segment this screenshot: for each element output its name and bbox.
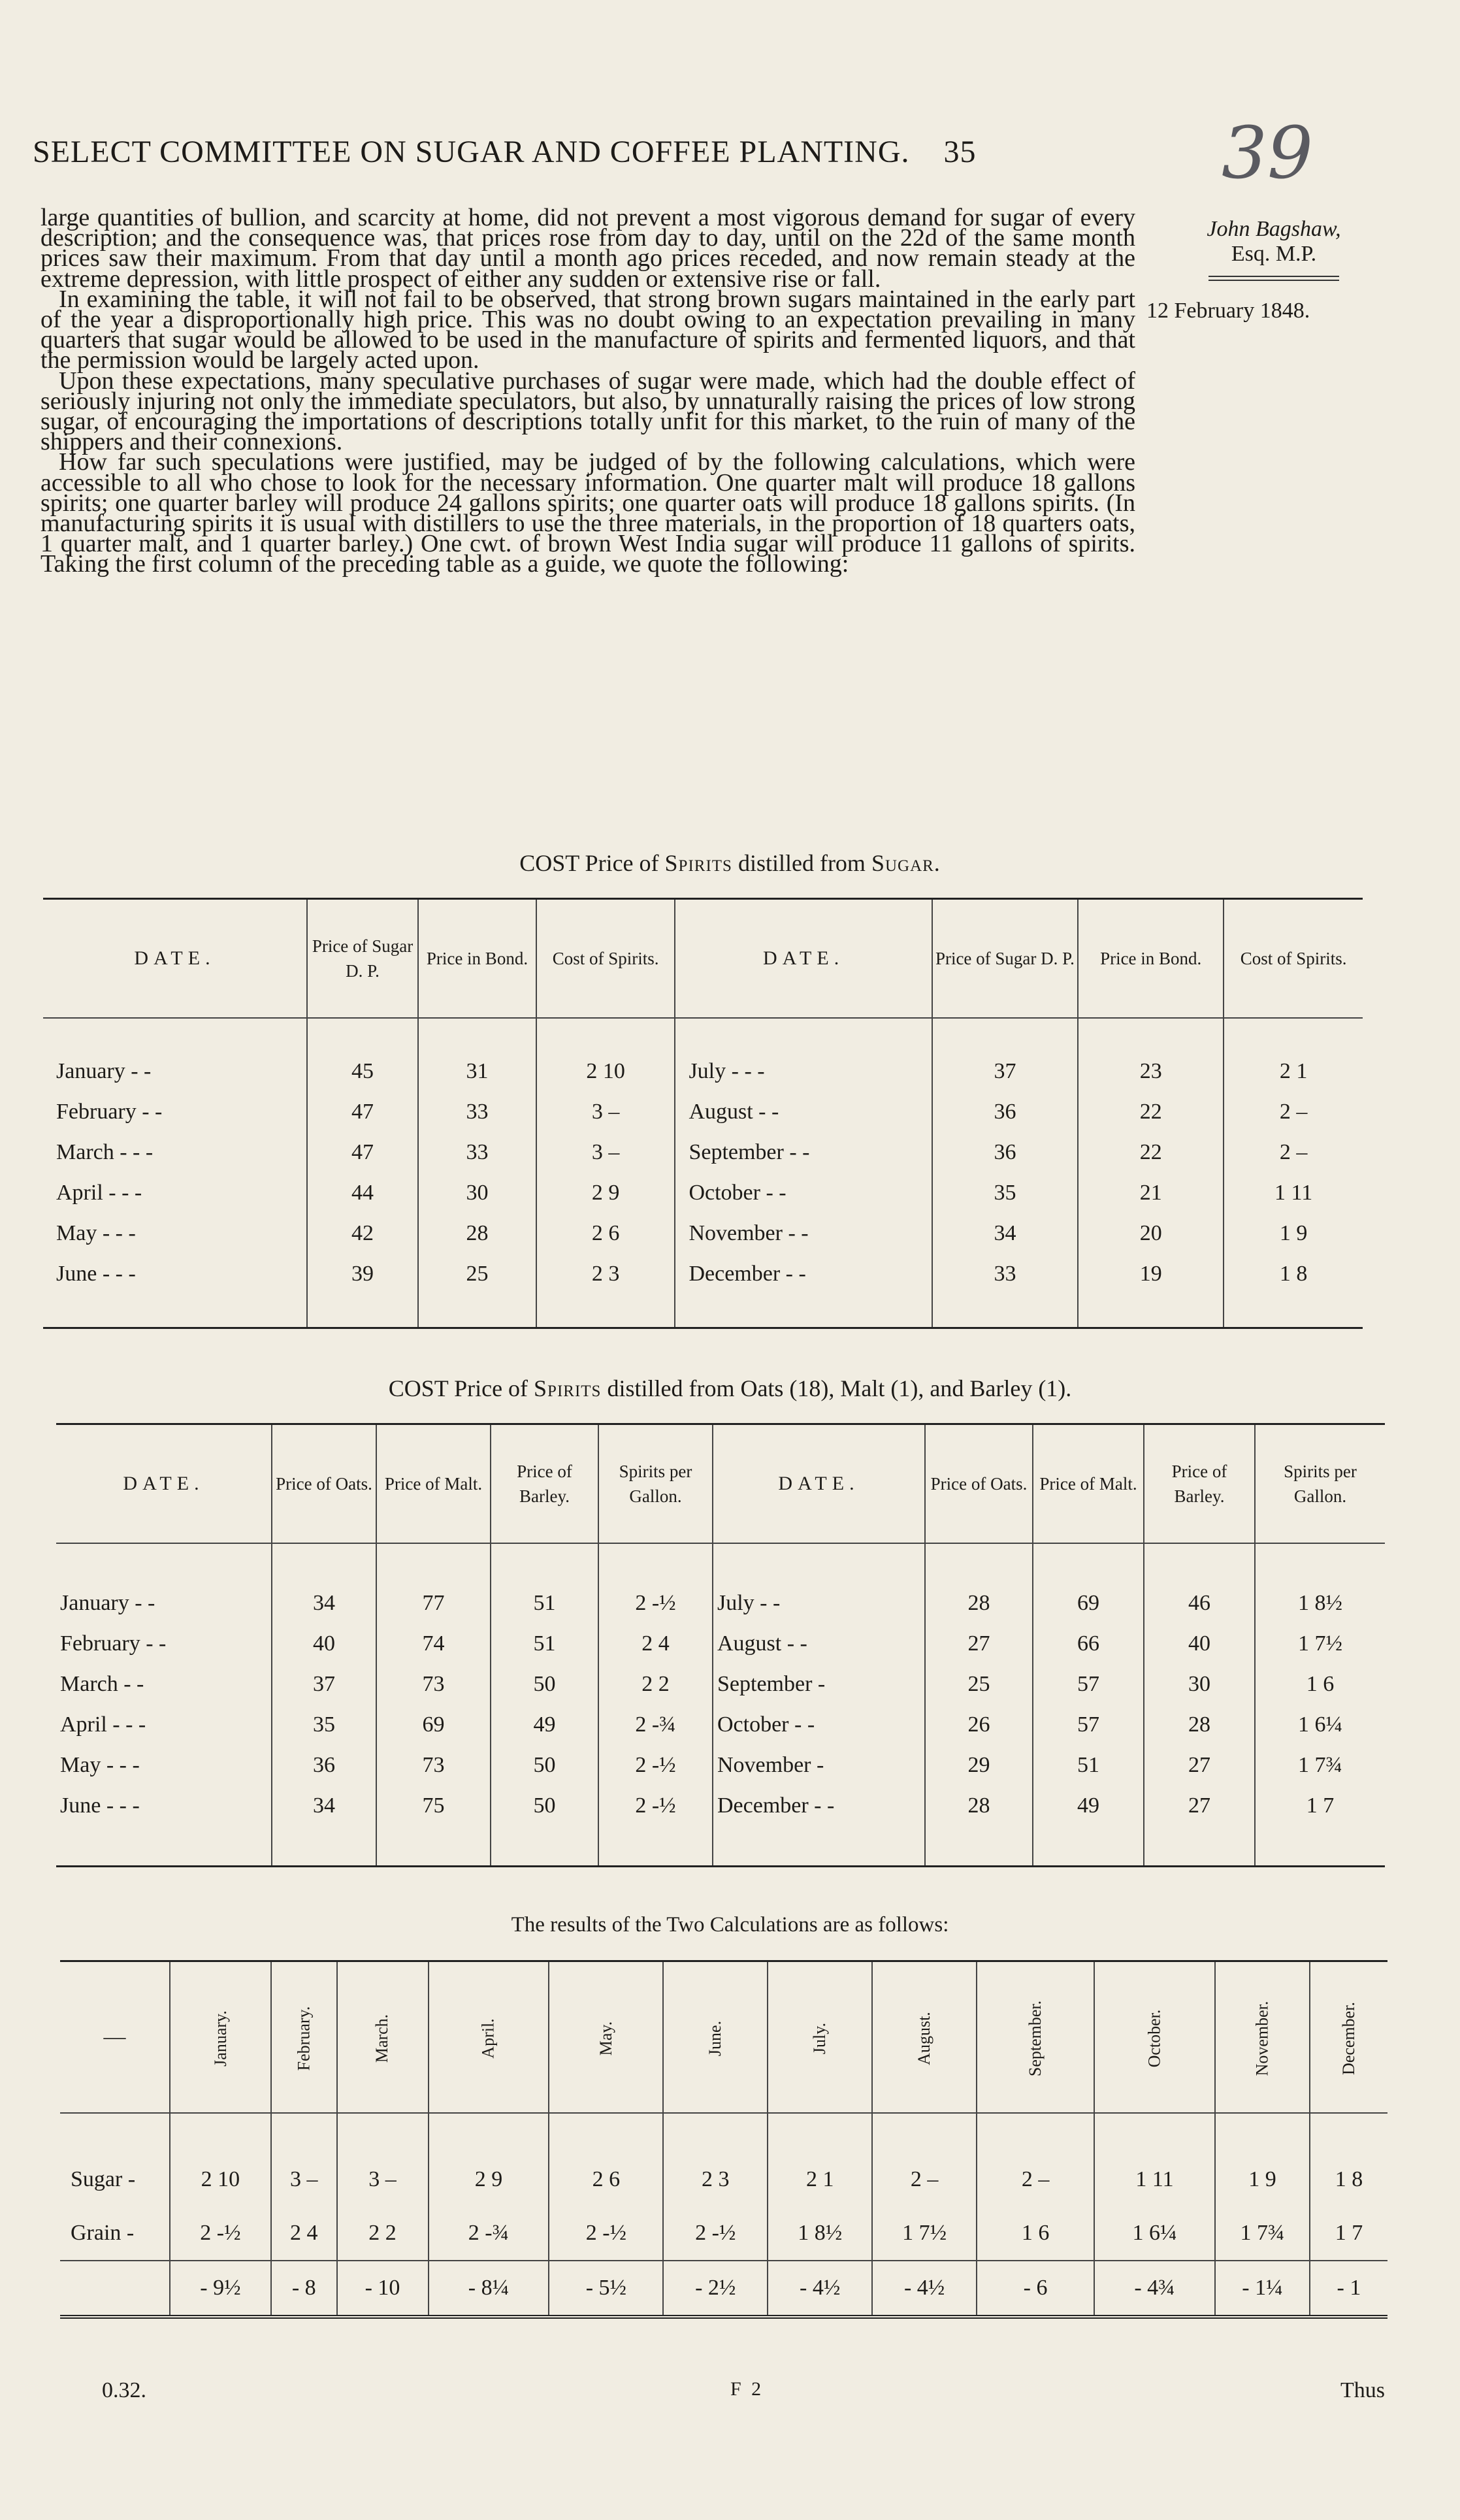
month-label: September. <box>1026 2000 1045 2077</box>
table-cell: March - - - <box>56 1140 154 1164</box>
table-cell: 2 2 <box>337 2206 429 2261</box>
table-cell: 1 7¾ <box>1215 2206 1310 2261</box>
body-text <box>41 204 1135 578</box>
table-cell: 50 <box>491 1745 598 1786</box>
table2-caption <box>0 1375 1460 1402</box>
witness-name: John Bagshaw, <box>1207 217 1341 241</box>
caption-text: COST Price of <box>388 1375 528 1401</box>
table-cell: 37 <box>932 1018 1078 1092</box>
table-cell: 19 <box>1078 1254 1224 1328</box>
column-header: Cost of Spirits. <box>536 899 675 1019</box>
table-cell: March - - <box>60 1672 144 1696</box>
paragraph: In examining the table, it will not fail to be observed, that strong brown sugars maintained in the early part of the year a disproportionally high price. This was no doubt owing to an expectation prevailing in many quarters that sugar would be allowed to be used in the manufacture of spirits and fermented liquors, and that the permission would be largely acted upon. <box>41 285 1135 374</box>
table1-caption <box>0 849 1460 877</box>
handwritten-folio-number: 39 <box>1222 111 1313 195</box>
month-label: February. <box>294 2006 314 2071</box>
corner-cell: — <box>60 1961 170 2114</box>
table-row <box>43 1254 1363 1328</box>
table-cell: 1 9 <box>1215 2113 1310 2206</box>
table-cell: 40 <box>272 1624 376 1664</box>
table-cell: - 4½ <box>872 2261 977 2317</box>
month-label: June. <box>706 2020 725 2057</box>
column-header: DATE. <box>56 1424 272 1544</box>
footer-signature: F 2 <box>730 2378 764 2400</box>
table-cell: 2 1 <box>768 2113 872 2206</box>
table-cell: 1 9 <box>1224 1213 1363 1254</box>
month-header <box>663 1961 768 2114</box>
table-cell: 3 – <box>337 2113 429 2206</box>
month-header <box>1094 1961 1215 2114</box>
caption-text: Spirits <box>664 850 732 876</box>
table-cell: - 6 <box>977 2261 1094 2317</box>
row-label: Sugar - <box>71 2167 136 2191</box>
table-row <box>60 2113 1387 2206</box>
table-cell: - 9½ <box>170 2261 271 2317</box>
page-number: 35 <box>943 135 977 169</box>
page-header <box>33 134 1143 170</box>
table-cell: 1 8 <box>1224 1254 1363 1328</box>
table-cell: 21 <box>1078 1173 1224 1213</box>
table-cell: February - - <box>56 1100 163 1124</box>
table-cell: 36 <box>932 1132 1078 1173</box>
table-cell: 29 <box>925 1745 1033 1786</box>
table-header-row <box>43 899 1363 1019</box>
table-cell: 2 3 <box>663 2113 768 2206</box>
table-row <box>43 1018 1363 1092</box>
table-cell: 22 <box>1078 1092 1224 1132</box>
table-cell: 26 <box>925 1705 1033 1745</box>
table-cell: 2 – <box>872 2113 977 2206</box>
table-cell: 2 2 <box>598 1664 713 1705</box>
table-cell: - 8¼ <box>429 2261 549 2317</box>
table-cell: 3 – <box>271 2113 337 2206</box>
table-row <box>56 1543 1385 1624</box>
table-cell: 51 <box>491 1543 598 1624</box>
results-table <box>60 1960 1387 2319</box>
row-label <box>60 2261 170 2317</box>
table-cell: - 1 <box>1310 2261 1387 2317</box>
table-cell: 47 <box>307 1132 418 1173</box>
table-cell: October - - <box>713 1705 925 1745</box>
table-row <box>56 1705 1385 1745</box>
table-cell: May - - - <box>56 1221 136 1245</box>
month-label: March. <box>372 2014 392 2063</box>
table-cell: 2 10 <box>170 2113 271 2206</box>
table-cell: 49 <box>491 1705 598 1745</box>
table-cell: July - - - <box>675 1018 932 1092</box>
table-header-row <box>56 1424 1385 1544</box>
month-label: November. <box>1252 2001 1272 2076</box>
table-cell: 1 7½ <box>872 2206 977 2261</box>
table-cell: 2 6 <box>549 2113 663 2206</box>
column-header: Spirits per Gallon. <box>1255 1424 1385 1544</box>
table-cell: 73 <box>376 1664 491 1705</box>
month-header <box>977 1961 1094 2114</box>
table-cell: April - - - <box>56 1181 142 1205</box>
month-label: January. <box>210 2010 230 2067</box>
table-cell: 1 11 <box>1094 2113 1215 2206</box>
month-header <box>170 1961 271 2114</box>
table-cell: 33 <box>418 1132 536 1173</box>
table-cell: 34 <box>272 1786 376 1867</box>
month-label: April. <box>478 2018 498 2059</box>
column-header: Price of Malt. <box>376 1424 491 1544</box>
table-cell: 30 <box>1144 1664 1255 1705</box>
month-label: August. <box>915 2012 934 2065</box>
table-row <box>60 2261 1387 2317</box>
table-cell: September - <box>713 1664 925 1705</box>
margin-rule <box>1209 280 1339 281</box>
column-header: DATE. <box>713 1424 925 1544</box>
table-cell: January - - <box>56 1059 152 1083</box>
month-header <box>429 1961 549 2114</box>
table-cell: - 1¼ <box>1215 2261 1310 2317</box>
table-row <box>43 1092 1363 1132</box>
column-header: Price of Barley. <box>491 1424 598 1544</box>
table-cell: 2 -¾ <box>429 2206 549 2261</box>
sugar-spirits-table <box>43 898 1363 1329</box>
table-cell: 36 <box>932 1092 1078 1132</box>
table-cell: 2 -½ <box>598 1543 713 1624</box>
table-cell: 47 <box>307 1092 418 1132</box>
table-cell: 44 <box>307 1173 418 1213</box>
table-cell: 69 <box>376 1705 491 1745</box>
table-cell: 1 7 <box>1255 1786 1385 1867</box>
grain-spirits-table <box>56 1423 1385 1867</box>
table-cell: 3 – <box>536 1092 675 1132</box>
table-cell: August - - <box>675 1092 932 1132</box>
column-header: Price in Bond. <box>1078 899 1224 1019</box>
table-cell: 2 9 <box>536 1173 675 1213</box>
caption-text: Spirits <box>534 1375 602 1401</box>
table-cell: 20 <box>1078 1213 1224 1254</box>
table-cell: 2 – <box>977 2113 1094 2206</box>
table-cell: 30 <box>418 1173 536 1213</box>
table-cell: 28 <box>925 1543 1033 1624</box>
table-cell: 69 <box>1033 1543 1144 1624</box>
table-cell: 28 <box>1144 1705 1255 1745</box>
table-cell: 25 <box>925 1664 1033 1705</box>
table-cell: 1 8½ <box>768 2206 872 2261</box>
table-cell: 57 <box>1033 1705 1144 1745</box>
month-label: July. <box>810 2022 830 2055</box>
table-row <box>56 1745 1385 1786</box>
table-row <box>56 1786 1385 1867</box>
month-header <box>271 1961 337 2114</box>
month-header <box>549 1961 663 2114</box>
paragraph: large quantities of bullion, and scarcity at home, did not prevent a most vigorous demand for sugar of every description; and the consequence was, that prices rose from day to day, until on the 22d of the same month prices saw their maximum. From that day until a month ago prices receded, and now remain steady at the extreme depression, with little prospect of either any sudden or extensive rise or fall. <box>41 204 1135 293</box>
margin-note <box>1130 217 1418 323</box>
table-header-row <box>60 1961 1387 2114</box>
table-cell: 74 <box>376 1624 491 1664</box>
month-label: October. <box>1144 2009 1164 2068</box>
table-cell: - 4¾ <box>1094 2261 1215 2317</box>
table-cell: 1 7¾ <box>1255 1745 1385 1786</box>
table-cell: 28 <box>925 1786 1033 1867</box>
table-cell: - 5½ <box>549 2261 663 2317</box>
column-header: Price of Sugar D. P. <box>932 899 1078 1019</box>
column-header: DATE. <box>43 899 307 1019</box>
caption-text: Sugar. <box>871 850 941 876</box>
table-cell: 2 4 <box>598 1624 713 1664</box>
table-cell: 2 -½ <box>598 1745 713 1786</box>
table-cell: 31 <box>418 1018 536 1092</box>
table-cell: 37 <box>272 1664 376 1705</box>
table-cell: 46 <box>1144 1543 1255 1624</box>
month-header <box>1310 1961 1387 2114</box>
table-cell: - 10 <box>337 2261 429 2317</box>
table-cell: 2 -½ <box>170 2206 271 2261</box>
month-header <box>1215 1961 1310 2114</box>
table-cell: 34 <box>272 1543 376 1624</box>
witness-title: Esq. M.P. <box>1231 242 1317 266</box>
footer-catchword: Thus <box>1340 2378 1385 2402</box>
table-cell: September - - <box>675 1132 932 1173</box>
table-cell: 2 -¾ <box>598 1705 713 1745</box>
table-cell: 1 6 <box>977 2206 1094 2261</box>
month-label: May. <box>596 2021 615 2056</box>
table-cell: 2 -½ <box>598 1786 713 1867</box>
row-label: Grain - <box>71 2221 135 2245</box>
table-cell: 28 <box>418 1213 536 1254</box>
table-cell: 73 <box>376 1745 491 1786</box>
column-header: Price of Oats. <box>925 1424 1033 1544</box>
table-cell: 33 <box>418 1092 536 1132</box>
table-row <box>56 1624 1385 1664</box>
table-row <box>43 1173 1363 1213</box>
table-cell: 42 <box>307 1213 418 1254</box>
table-cell: 2 -½ <box>549 2206 663 2261</box>
table-cell: December - - <box>713 1786 925 1867</box>
paragraph: How far such speculations were justified, may be judged of by the following calculations, which were accessible to all who chose to look for the necessary information. One quarter malt will produce 18 gallons spirits; one quarter barley will produce 24 gallons spirits; one quarter oats will produce 18 gallons spirits. (In manufacturing spirits it is usual with distillers to use the three materials, in the proportion of 18 quarters oats, 1 quarter malt, and 1 quarter barley.) One cwt. of brown West India sugar will produce 11 gallons of spirits. Taking the first column of the preceding table as a guide, we quote the following: <box>41 448 1135 578</box>
table-cell: - 4½ <box>768 2261 872 2317</box>
table-row <box>60 2206 1387 2261</box>
caption-text: distilled from <box>738 850 866 876</box>
column-header: Price of Oats. <box>272 1424 376 1544</box>
table-cell: - 2½ <box>663 2261 768 2317</box>
table-cell: January - - <box>60 1591 155 1615</box>
table-cell: 2 – <box>1224 1092 1363 1132</box>
table-cell: 1 6 <box>1255 1664 1385 1705</box>
table-cell: 1 7½ <box>1255 1624 1385 1664</box>
table-cell: 2 10 <box>536 1018 675 1092</box>
table-cell: 75 <box>376 1786 491 1867</box>
caption-text: COST Price of <box>519 850 659 876</box>
table-cell: 39 <box>307 1254 418 1328</box>
table-cell: May - - - <box>60 1753 140 1777</box>
table-cell: 2 3 <box>536 1254 675 1328</box>
table-cell: 66 <box>1033 1624 1144 1664</box>
table-cell: October - - <box>675 1173 932 1213</box>
month-header <box>872 1961 977 2114</box>
caption-text: distilled from Oats (18), Malt (1), and Barley (1). <box>607 1375 1072 1401</box>
column-header: Cost of Spirits. <box>1224 899 1363 1019</box>
table-cell: 1 8½ <box>1255 1543 1385 1624</box>
column-header: Price of Sugar D. P. <box>307 899 418 1019</box>
month-header <box>768 1961 872 2114</box>
table-cell: 27 <box>1144 1786 1255 1867</box>
table-cell: November - <box>713 1745 925 1786</box>
table-row <box>43 1213 1363 1254</box>
table-cell: 2 4 <box>271 2206 337 2261</box>
table-cell: June - - - <box>60 1793 140 1818</box>
table-cell: July - - <box>713 1543 925 1624</box>
table-cell: 50 <box>491 1664 598 1705</box>
table-cell: 45 <box>307 1018 418 1092</box>
table-cell: 25 <box>418 1254 536 1328</box>
table-cell: 3 – <box>536 1132 675 1173</box>
witness-date: 12 February 1848. <box>1146 299 1310 323</box>
table-cell: November - - <box>675 1213 932 1254</box>
table-cell: 1 8 <box>1310 2113 1387 2206</box>
table-cell: 50 <box>491 1786 598 1867</box>
paragraph: Upon these expectations, many speculative purchases of sugar were made, which had the double effect of seriously injuring not only the immediate speculators, but also, by unnaturally raising the prices of low strong sugar, of encouraging the importations of descriptions totally unfit for this market, to the ruin of many of the shippers and their connexions. <box>41 367 1135 456</box>
table-cell: 51 <box>1033 1745 1144 1786</box>
column-header: DATE. <box>675 899 932 1019</box>
margin-rule <box>1209 276 1339 277</box>
table-cell: 57 <box>1033 1664 1144 1705</box>
month-label: December. <box>1338 2002 1358 2075</box>
table-cell: 49 <box>1033 1786 1144 1867</box>
table-cell: 35 <box>932 1173 1078 1213</box>
table-cell: 2 – <box>1224 1132 1363 1173</box>
table-cell: 1 6¼ <box>1255 1705 1385 1745</box>
table-cell: 2 1 <box>1224 1018 1363 1092</box>
table-row <box>56 1664 1385 1705</box>
table-cell: 2 9 <box>429 2113 549 2206</box>
table-cell: 36 <box>272 1745 376 1786</box>
table-cell: 23 <box>1078 1018 1224 1092</box>
table3-caption: The results of the Two Calculations are as follows: <box>511 1913 949 1937</box>
table-cell: 1 7 <box>1310 2206 1387 2261</box>
table-cell: 1 11 <box>1224 1173 1363 1213</box>
table-cell: 34 <box>932 1213 1078 1254</box>
table-cell: April - - - <box>60 1712 146 1737</box>
table-cell: August - - <box>713 1624 925 1664</box>
month-header <box>337 1961 429 2114</box>
running-title: SELECT COMMITTEE ON SUGAR AND COFFEE PLANTING. <box>33 135 910 169</box>
table-row <box>43 1132 1363 1173</box>
table-cell: February - - <box>60 1631 167 1656</box>
table-cell: 1 6¼ <box>1094 2206 1215 2261</box>
table-cell: 2 -½ <box>663 2206 768 2261</box>
column-header: Price in Bond. <box>418 899 536 1019</box>
table-cell: - 8 <box>271 2261 337 2317</box>
table-cell: 40 <box>1144 1624 1255 1664</box>
footer-left: 0.32. <box>102 2378 146 2402</box>
table-cell: 33 <box>932 1254 1078 1328</box>
table-cell: 51 <box>491 1624 598 1664</box>
table-cell: 2 6 <box>536 1213 675 1254</box>
table-cell: December - - <box>675 1254 932 1328</box>
table-cell: 27 <box>925 1624 1033 1664</box>
table-cell: 77 <box>376 1543 491 1624</box>
table-cell: June - - - <box>56 1262 136 1286</box>
column-header: Spirits per Gallon. <box>598 1424 713 1544</box>
column-header: Price of Barley. <box>1144 1424 1255 1544</box>
table-cell: 27 <box>1144 1745 1255 1786</box>
column-header: Price of Malt. <box>1033 1424 1144 1544</box>
table-cell: 22 <box>1078 1132 1224 1173</box>
table-cell: 35 <box>272 1705 376 1745</box>
